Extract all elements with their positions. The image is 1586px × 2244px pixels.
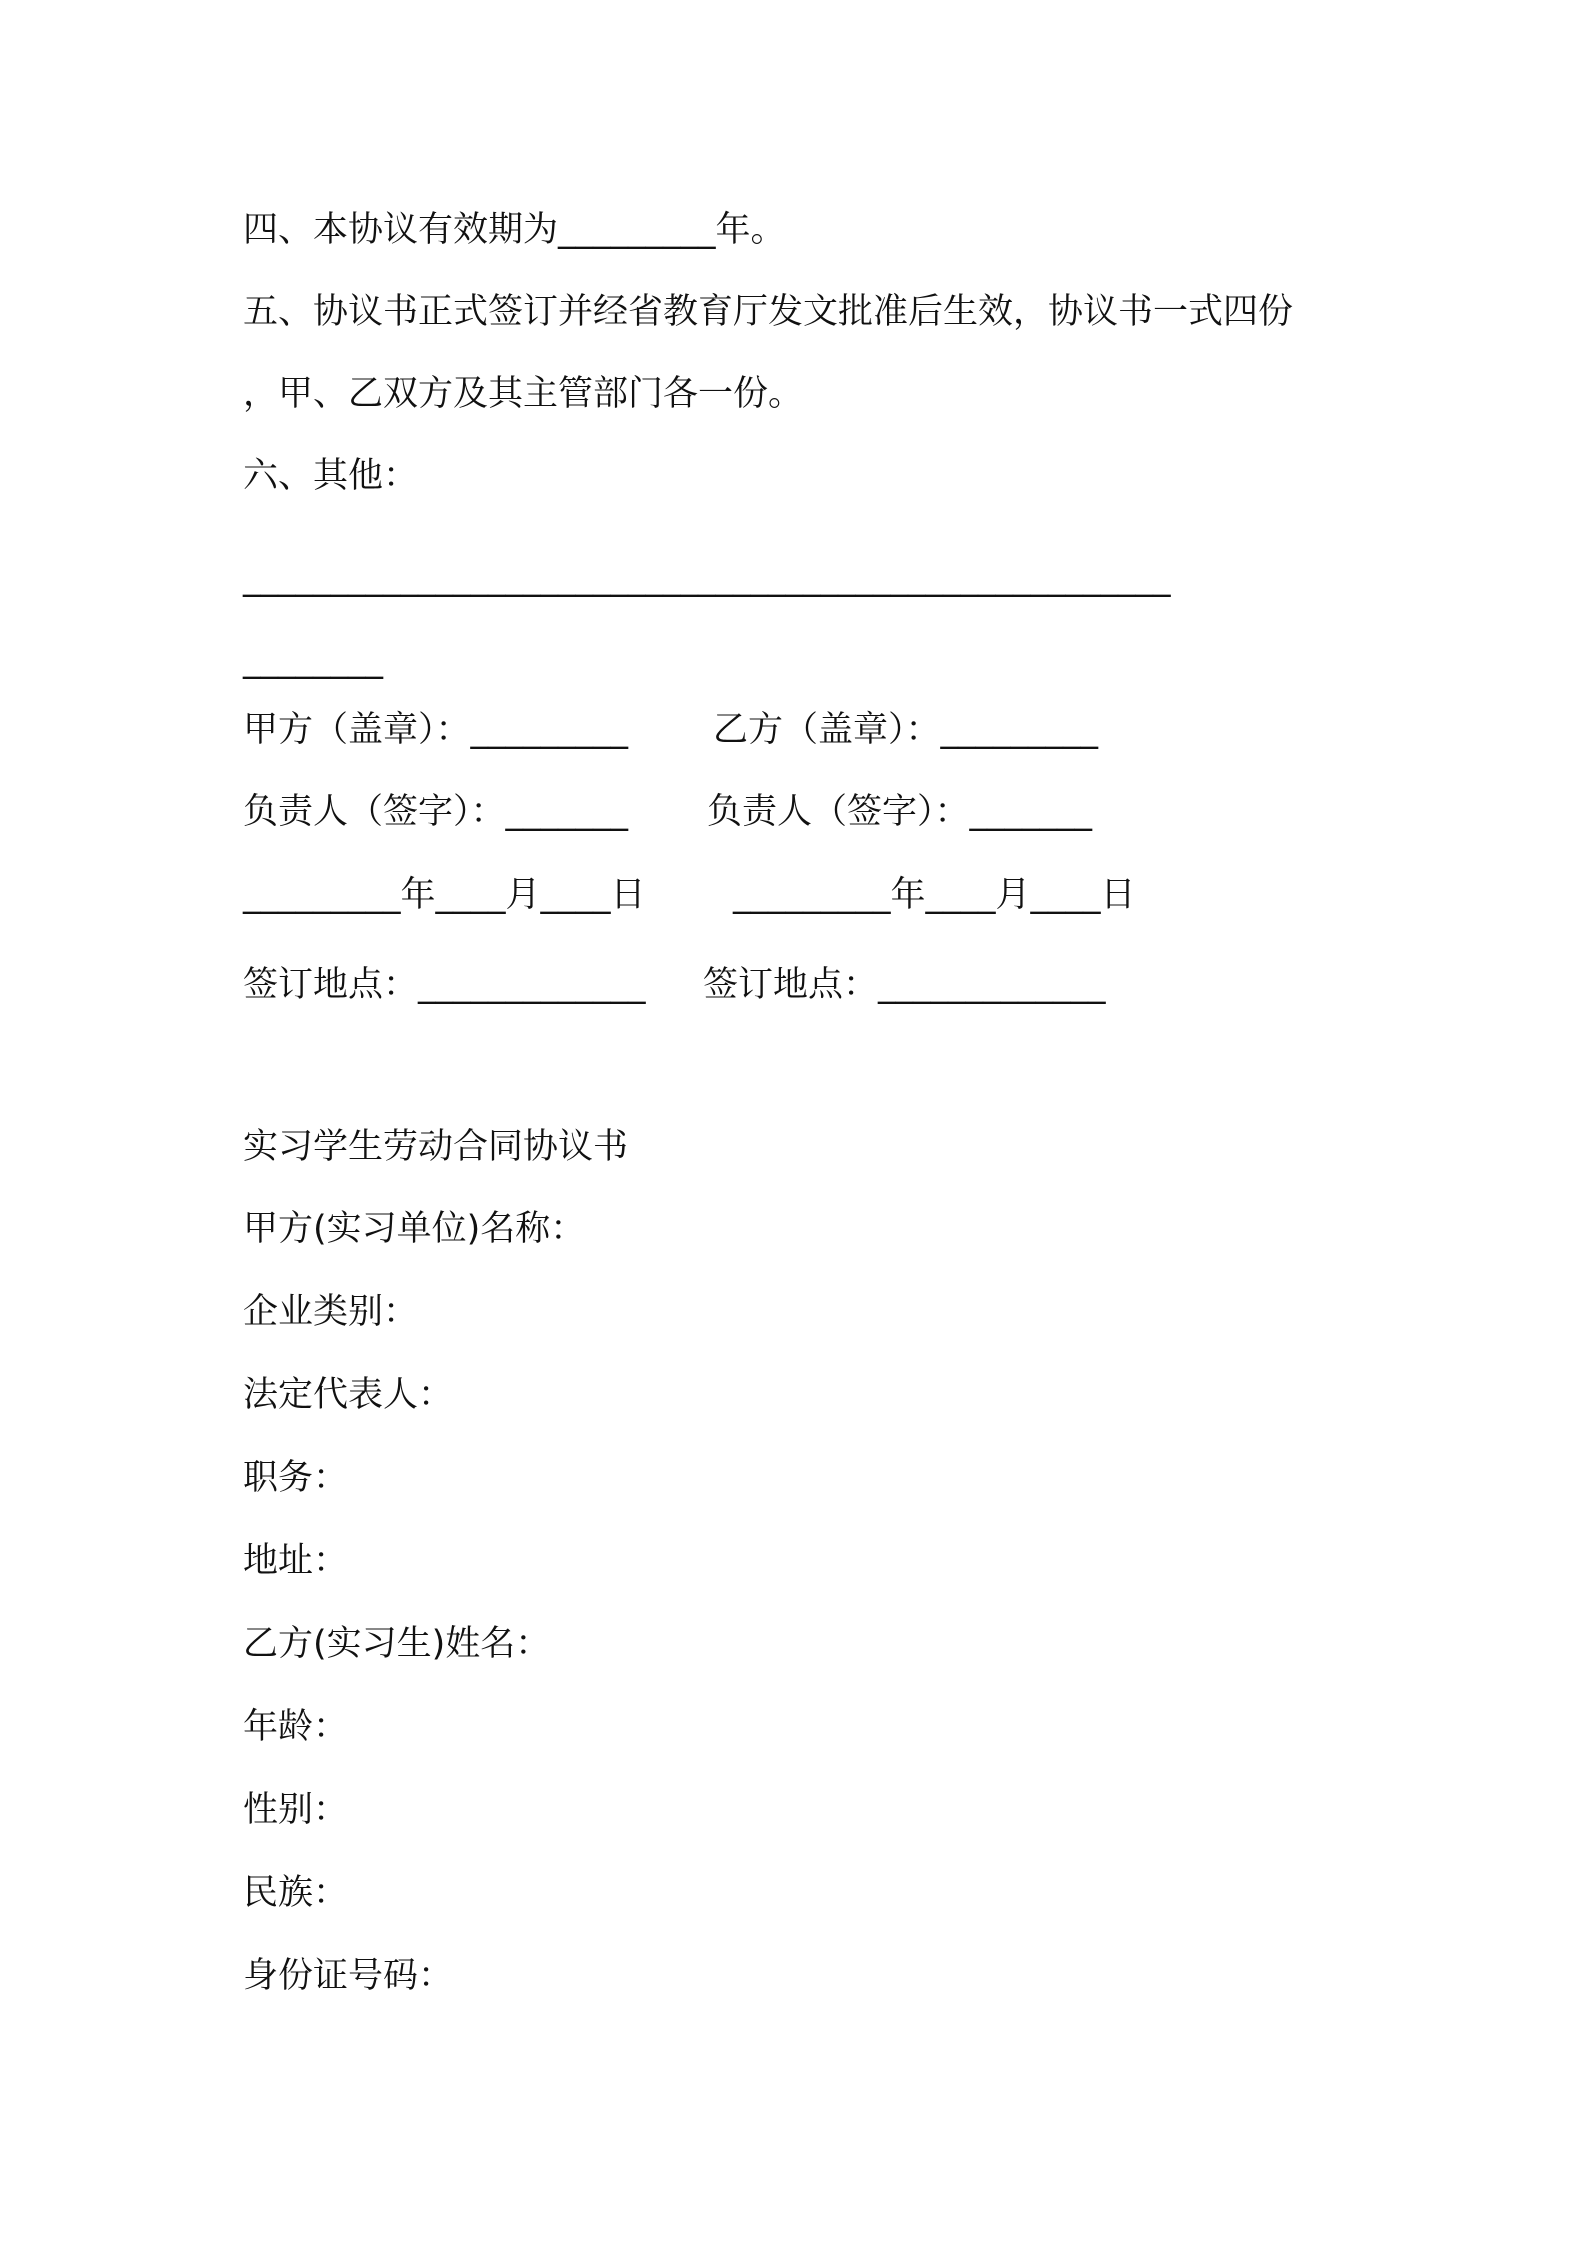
party-b-seal: 乙方（盖章）：_________ [713, 710, 1099, 750]
contract-field: 职务： [243, 1458, 349, 1498]
contract-field: 地址： [243, 1541, 349, 1581]
clause-5-line-1: 五、协议书正式签订并经省教育厅发文批准后生效，协议书一式四份 [243, 292, 1294, 332]
contract-field: 性别： [243, 1790, 349, 1830]
contract-field: 身份证号码： [243, 1956, 454, 1996]
clause-6: 六、其他： [243, 456, 419, 496]
blank-line-long: _____________________________________________________ [243, 558, 1171, 598]
clause-4: 四、本协议有效期为_________年。 [243, 210, 786, 250]
party-a-date: _________年____月____日 [243, 875, 646, 915]
party-a-seal: 甲方（盖章）：_________ [243, 710, 629, 750]
contract-field: 民族： [243, 1873, 349, 1913]
contract-field: 乙方(实习生)姓名： [243, 1624, 551, 1664]
clause-5-line-2: ，甲、乙双方及其主管部门各一份。 [243, 374, 804, 414]
party-a-place: 签订地点：_____________ [243, 965, 646, 1005]
contract-title: 实习学生劳动合同协议书 [243, 1127, 629, 1167]
blank-line-short: ________ [243, 640, 383, 680]
contract-field: 年龄： [243, 1707, 349, 1747]
party-a-signer: 负责人（签字）：_______ [243, 792, 629, 832]
party-b-date: _________年____月____日 [733, 875, 1136, 915]
contract-field: 法定代表人： [243, 1375, 454, 1415]
party-b-signer: 负责人（签字）：_______ [707, 792, 1093, 832]
contract-field: 甲方(实习单位)名称： [243, 1209, 586, 1249]
contract-field: 企业类别： [243, 1292, 419, 1332]
party-b-place: 签订地点：_____________ [703, 965, 1106, 1005]
